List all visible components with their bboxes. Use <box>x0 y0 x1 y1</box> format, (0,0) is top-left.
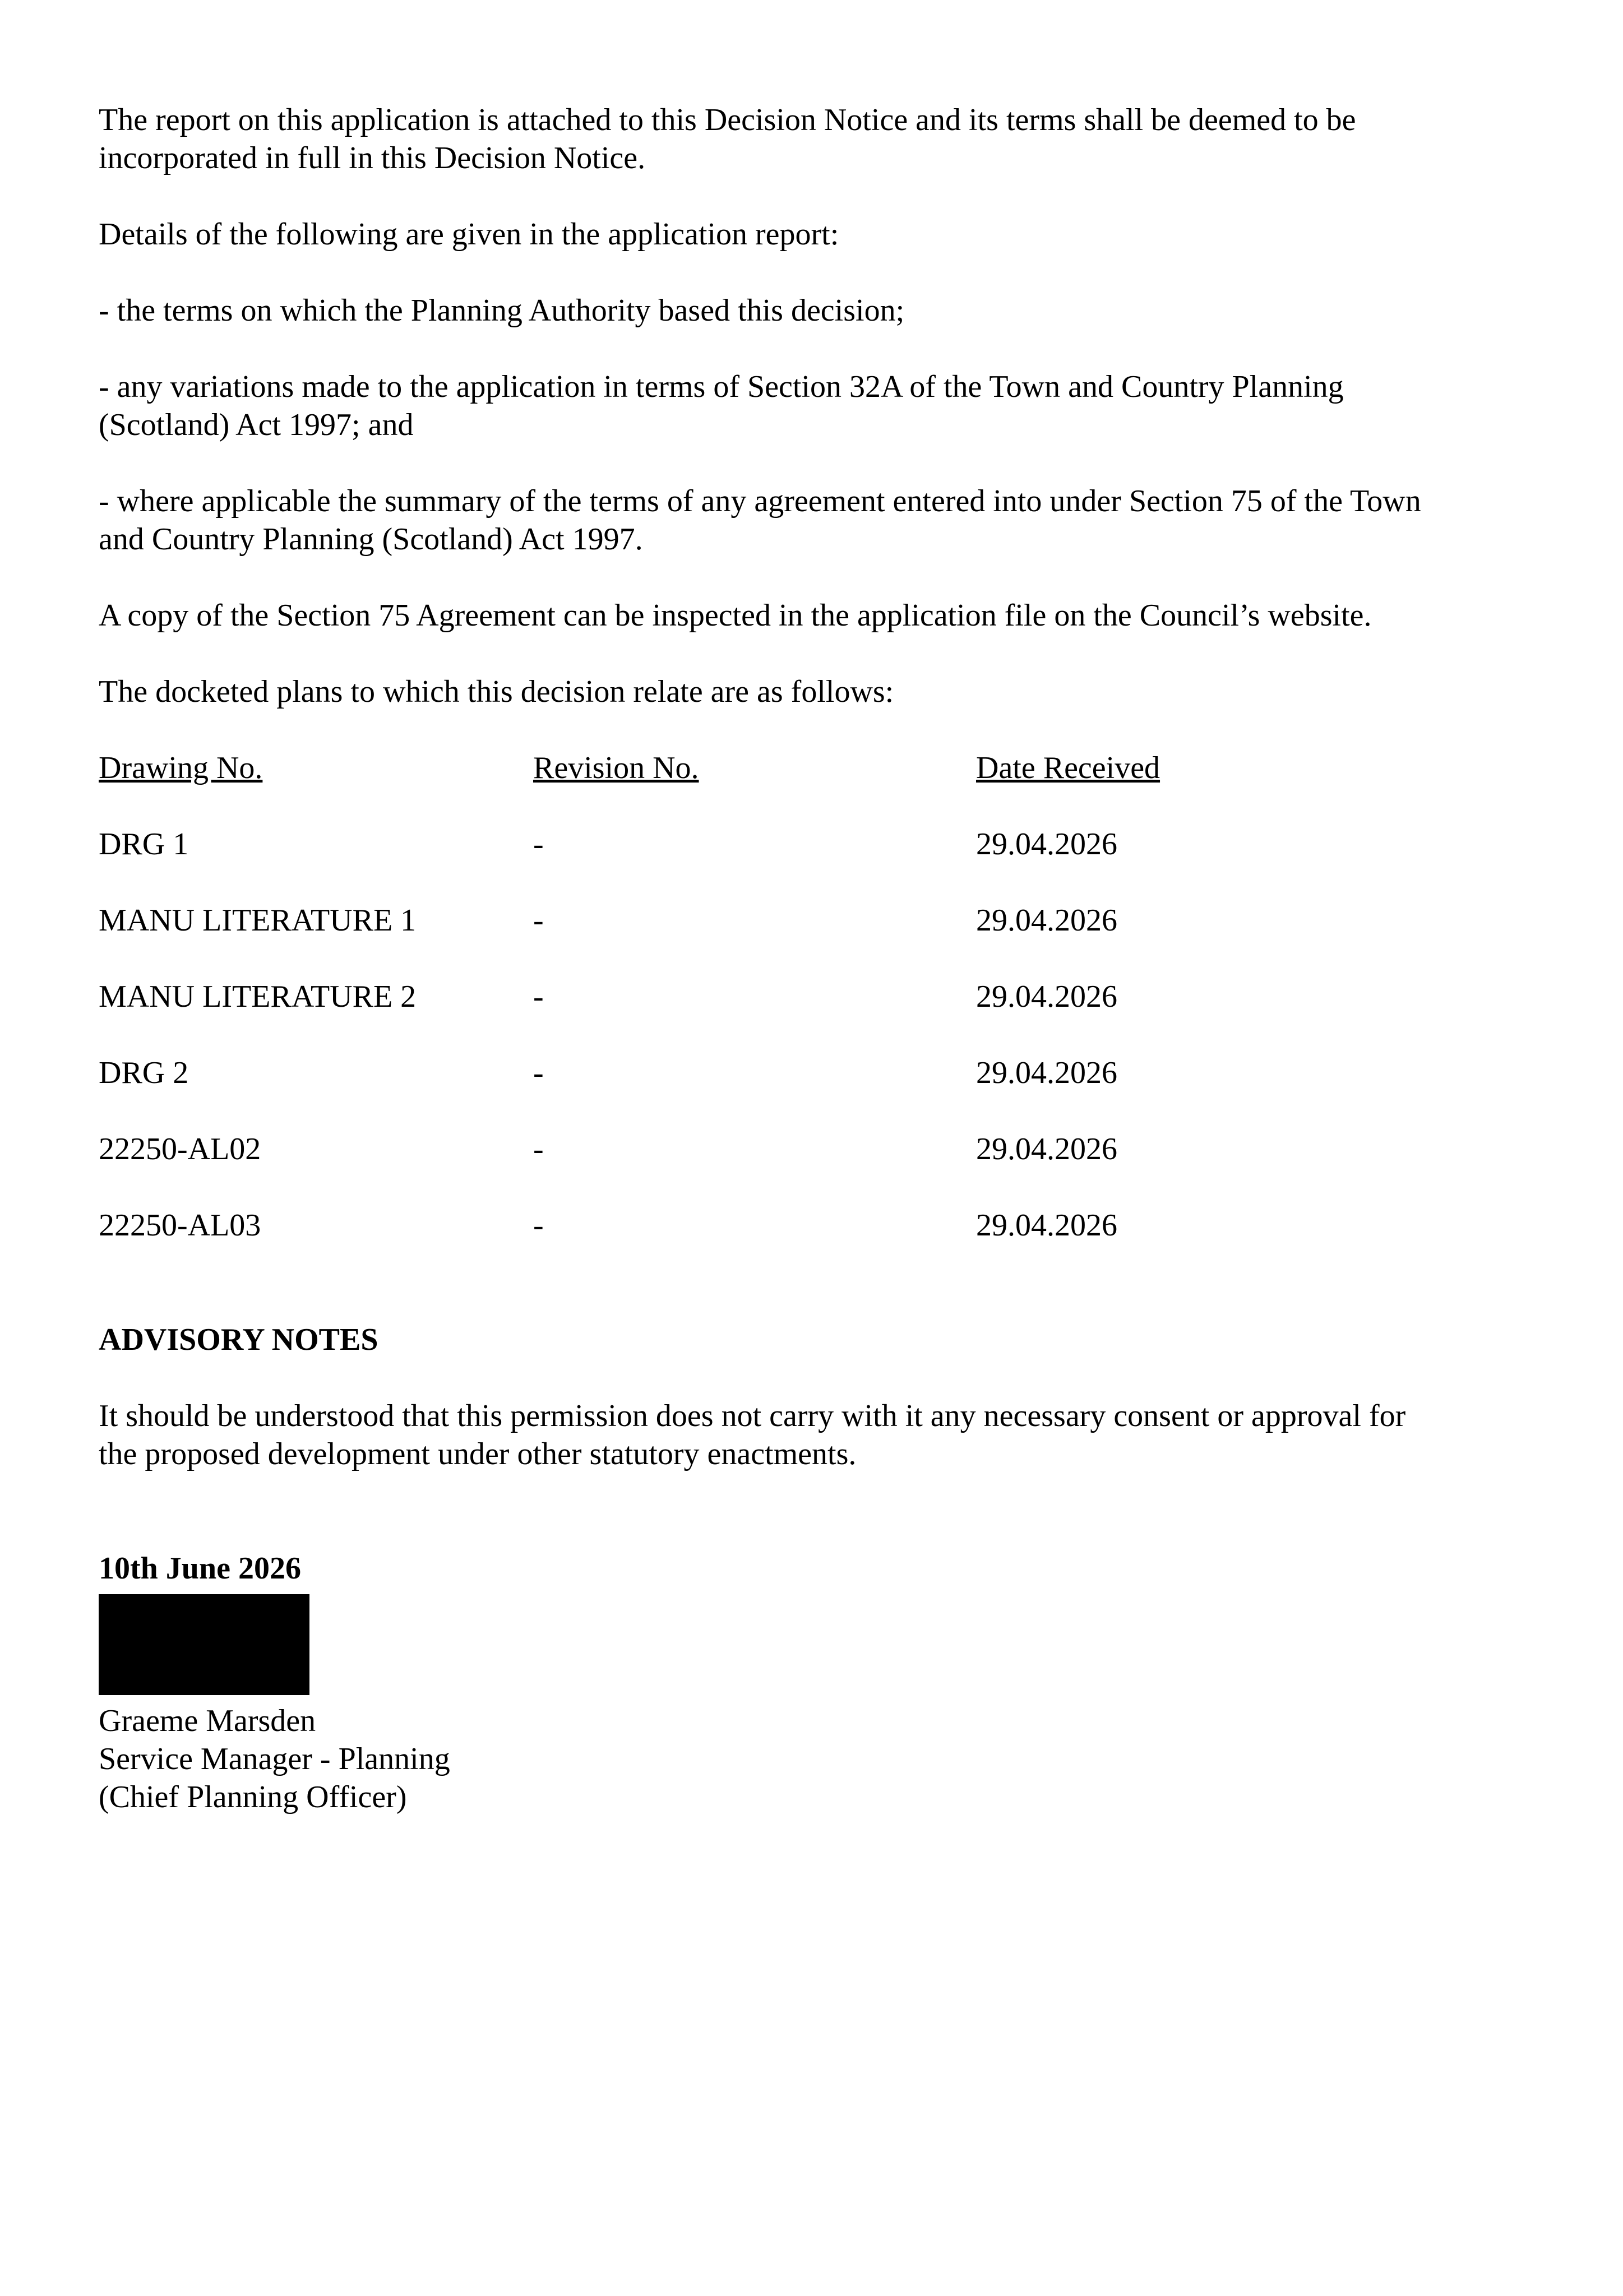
table-row <box>99 1130 1422 1168</box>
signatory-title: Service Manager - Planning <box>99 1742 450 1776</box>
table-header-row <box>99 749 1422 787</box>
header-revision-no: Revision No. <box>533 751 699 785</box>
plans-intro: The docketed plans to which this decision relate are as follows: <box>99 674 894 709</box>
signature-date: 10th June 2026 <box>99 1551 301 1586</box>
table-row <box>99 1054 1422 1092</box>
bullet-variations: - any variations made to the application in terms of Section 32A of the Town and Country Planning (Scotland) Act 1997; and <box>99 369 1344 442</box>
revision-no-cell: - <box>533 827 544 862</box>
date-received-cell: 29.04.2026 <box>976 1208 1117 1243</box>
signatory-role: (Chief Planning Officer) <box>99 1780 407 1814</box>
advisory-notes-text: It should be understood that this permission does not carry with it any necessary consent or approval for the proposed development under other statutory enactments. <box>99 1399 1406 1471</box>
drawing-no-cell: MANU LITERATURE 2 <box>99 979 417 1014</box>
intro-paragraph: The report on this application is attached to this Decision Notice and its terms shall be deemed to be incorporated in full in this Decision Notice. <box>99 103 1356 175</box>
document-body <box>99 101 1422 1816</box>
drawing-no-cell: DRG 1 <box>99 827 189 862</box>
header-drawing-no: Drawing No. <box>99 751 263 785</box>
details-intro: Details of the following are given in the application report: <box>99 217 839 252</box>
advisory-notes-heading: ADVISORY NOTES <box>99 1322 378 1357</box>
drawing-no-cell: 22250-AL03 <box>99 1208 261 1243</box>
drawing-no-cell: 22250-AL02 <box>99 1132 261 1166</box>
redacted-signature <box>99 1594 309 1695</box>
table-row <box>99 901 1422 939</box>
signatory-name: Graeme Marsden <box>99 1704 316 1738</box>
revision-no-cell: - <box>533 979 544 1014</box>
date-received-cell: 29.04.2026 <box>976 827 1117 862</box>
table-row <box>99 825 1422 863</box>
table-row <box>99 978 1422 1016</box>
drawing-no-cell: MANU LITERATURE 1 <box>99 903 417 938</box>
bullet-terms: - the terms on which the Planning Authority based this decision; <box>99 293 905 328</box>
revision-no-cell: - <box>533 1056 544 1090</box>
table-row <box>99 1206 1422 1244</box>
revision-no-cell: - <box>533 1132 544 1166</box>
docketed-plans-table <box>99 749 1422 1244</box>
section-75-paragraph: A copy of the Section 75 Agreement can be inspected in the application file on the Council’s website. <box>99 598 1372 633</box>
date-received-cell: 29.04.2026 <box>976 979 1117 1014</box>
date-received-cell: 29.04.2026 <box>976 1132 1117 1166</box>
header-date-received: Date Received <box>976 751 1160 785</box>
date-received-cell: 29.04.2026 <box>976 903 1117 938</box>
bullet-section-75: - where applicable the summary of the terms of any agreement entered into under Section 75 of the Town and Country Planning (Scotland) Act 1997. <box>99 484 1421 557</box>
revision-no-cell: - <box>533 903 544 938</box>
revision-no-cell: - <box>533 1208 544 1243</box>
drawing-no-cell: DRG 2 <box>99 1056 189 1090</box>
date-received-cell: 29.04.2026 <box>976 1056 1117 1090</box>
